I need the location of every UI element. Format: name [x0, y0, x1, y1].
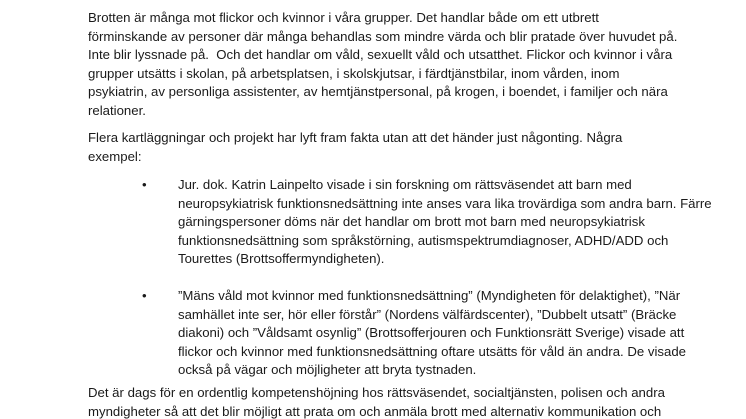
text-line: också på vägar och möjligheter att bryta tystnaden. — [178, 362, 477, 378]
text-line: funktionsnedsättning som språkstörning, autismspektrumdiagnoser, ADHD/ADD och — [178, 232, 669, 248]
bullet-icon: • — [142, 177, 147, 192]
text-line: grupper utsätts i skolan, på arbetsplatsen, i skolskjutsar, i färdtjänstbilar, inom vården, inom — [88, 65, 620, 81]
text-line: samhället inte ser, hör eller förstår” (Nordens välfärdscenter), ”Dubbelt utsatt” (Bräcke — [178, 306, 677, 322]
text-line: Jur. dok. Katrin Lainpelto visade i sin forskning om rättsväsendet att barn med — [178, 177, 632, 192]
text-line: Flera kartläggningar och projekt har lyft fram fakta utan att det händer just någonting. Några — [88, 130, 623, 145]
paragraph-conclusion — [88, 384, 688, 419]
list-item-text — [178, 287, 686, 380]
text-line: diakoni) och ”Våldsamt osynlig” (Brottsofferjouren och Funktionsrätt Sverige) visade att — [178, 325, 685, 341]
bullet-icon: • — [142, 288, 147, 303]
paragraph-intro — [88, 9, 688, 121]
text-line: gärningspersoner döms när det handlar om brott mot barn med neuropsykiatrisk — [178, 214, 645, 230]
text-line: Brotten är många mot flickor och kvinnor i våra grupper. Det handlar både om ett utbrett — [88, 10, 599, 25]
text-line: ”Mäns våld mot kvinnor med funktionsnedsättning” (Myndigheten för delaktighet), ”När — [178, 288, 681, 303]
text-line: Det är dags för en ordentlig kompetenshöjning hos rättsväsendet, socialtjänsten, polisen och andra — [88, 385, 665, 400]
text-line: flickor och kvinnor med funktionsnedsättning oftare utsätts för våld än andra. De visade — [178, 343, 686, 359]
text-line: neuropsykiatrisk funktionsnedsättning inte anses vara lika trovärdiga som andra barn. Färre — [178, 195, 712, 211]
paragraph-examples-intro — [88, 129, 688, 166]
text-line: myndigheter så att det blir möjligt att prata om och anmäla brott med alternativ kommunikation och — [88, 403, 662, 419]
text-line: psykiatrin, av personliga assistenter, av hemtjänstpersonal, på krogen, i boendet, i familjer och nära — [88, 84, 668, 100]
list-item-text — [178, 176, 712, 269]
text-line: relationer. — [88, 102, 146, 118]
text-line: exempel: — [88, 148, 142, 164]
text-line: förminskande av personer där många behandlas som mindre värda och blir pratade över huvudet på. — [88, 28, 678, 44]
text-line: Tourettes (Brottsoffermyndigheten). — [178, 251, 385, 267]
text-line: Inte blir lyssnade på. Och det handlar om våld, sexuellt våld och utsatthet. Flickor och kvinnor i våra — [88, 47, 673, 63]
